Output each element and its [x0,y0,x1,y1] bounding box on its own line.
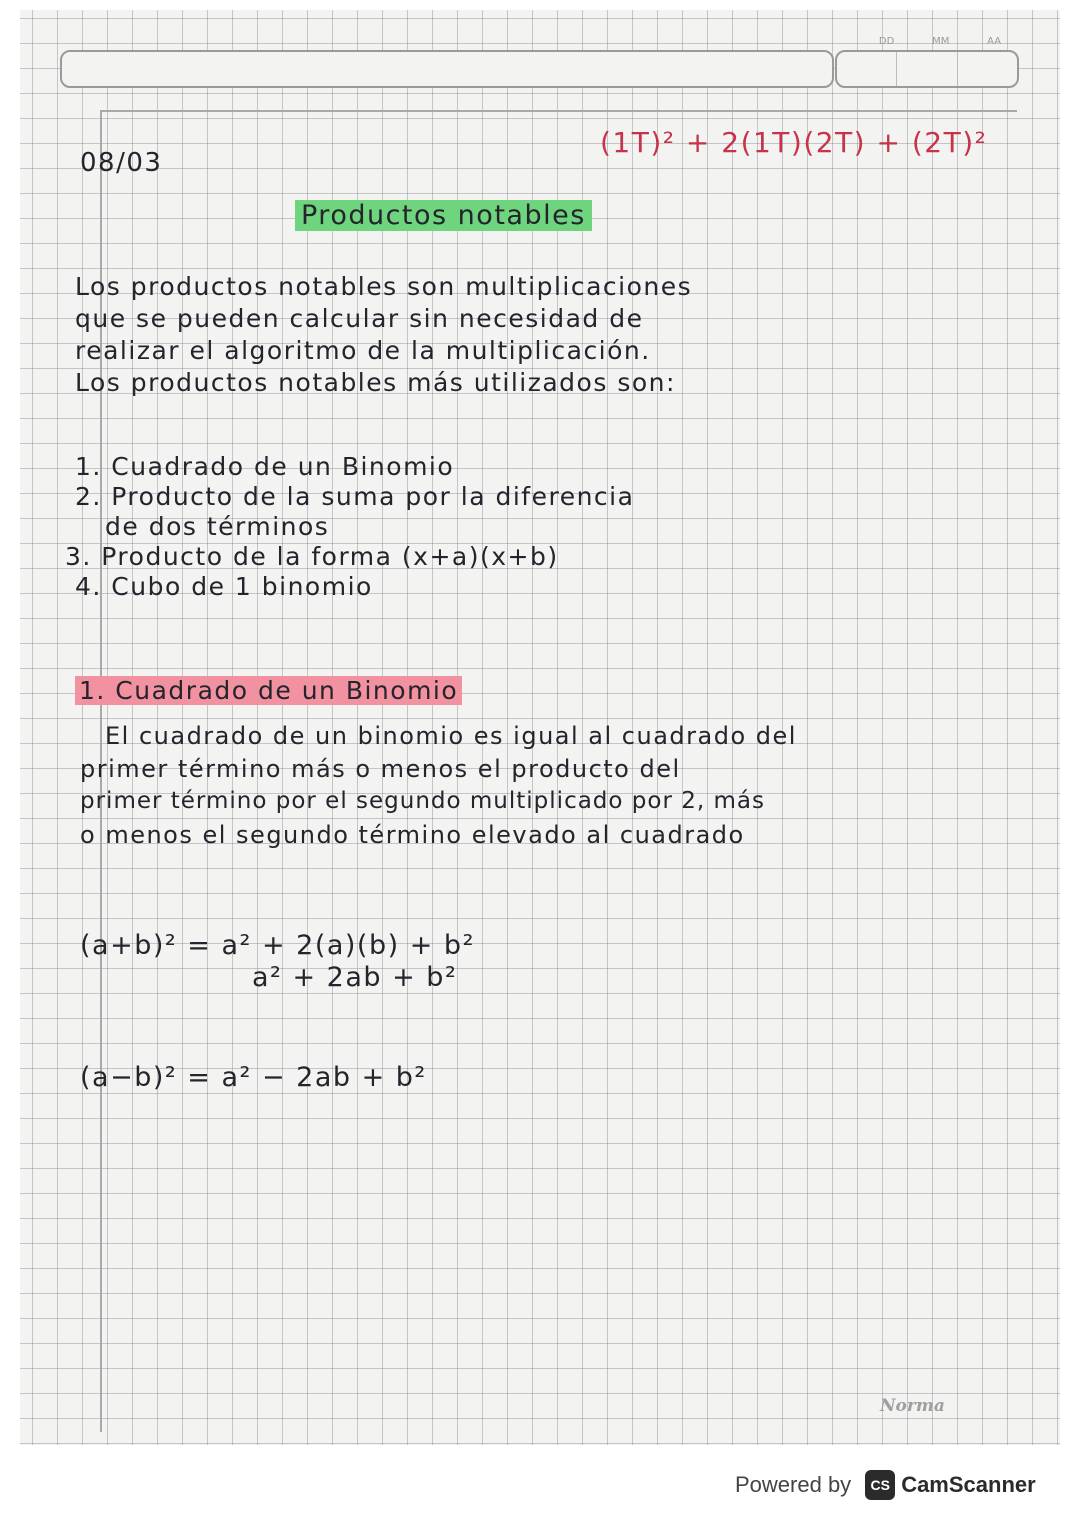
subject-header-box [60,50,834,88]
scanner-footer [735,1470,1036,1500]
definition-line-3: primer término por el segundo multiplicado por 2, más [80,788,765,814]
notebook-page [20,10,1060,1445]
powered-by-text: Powered by [735,1472,852,1497]
formula-difference: (a−b)² = a² − 2ab + b² [80,1062,427,1093]
formula-top: (1T)² + 2(1T)(2T) + (2T)² [600,126,988,159]
formula-sum-line-2: a² + 2ab + b² [252,962,458,993]
camscanner-logo [865,1470,1036,1500]
date-label-day: DD [878,36,895,47]
date-box [835,50,1019,88]
list-item-1: 1. Cuadrado de un Binomio [75,452,455,481]
list-item-2-cont: de dos términos [105,512,330,541]
intro-line-4: Los productos notables más utilizados son: [75,368,676,397]
definition-line-2: primer término más o menos el producto del [80,755,681,783]
date-labels [860,36,1020,47]
camscanner-icon: CS [865,1470,895,1500]
date-label-year: AA [987,36,1002,47]
notebook-brand-logo: Norma [880,1396,945,1416]
camscanner-name: CamScanner [901,1472,1036,1497]
definition-line-4: o menos el segundo término elevado al cuadrado [80,821,745,849]
list-item-2: 2. Producto de la suma por la diferencia [75,482,635,511]
date-label-month: MM [932,36,950,47]
list-item-3: 3. Producto de la forma (x+a)(x+b) [65,542,559,571]
page-title: Productos notables [295,200,592,231]
intro-line-1: Los productos notables son multiplicaciones [75,272,693,301]
formula-sum-line-1: (a+b)² = a² + 2(a)(b) + b² [80,930,475,961]
section-title: 1. Cuadrado de un Binomio [75,676,462,705]
intro-line-2: que se pueden calcular sin necesidad de [75,304,644,333]
list-item-4: 4. Cubo de 1 binomio [75,572,373,601]
intro-line-3: realizar el algoritmo de la multiplicación. [75,336,651,365]
definition-line-1: El cuadrado de un binomio es igual al cuadrado del [105,722,797,750]
note-date: 08/03 [80,148,163,178]
